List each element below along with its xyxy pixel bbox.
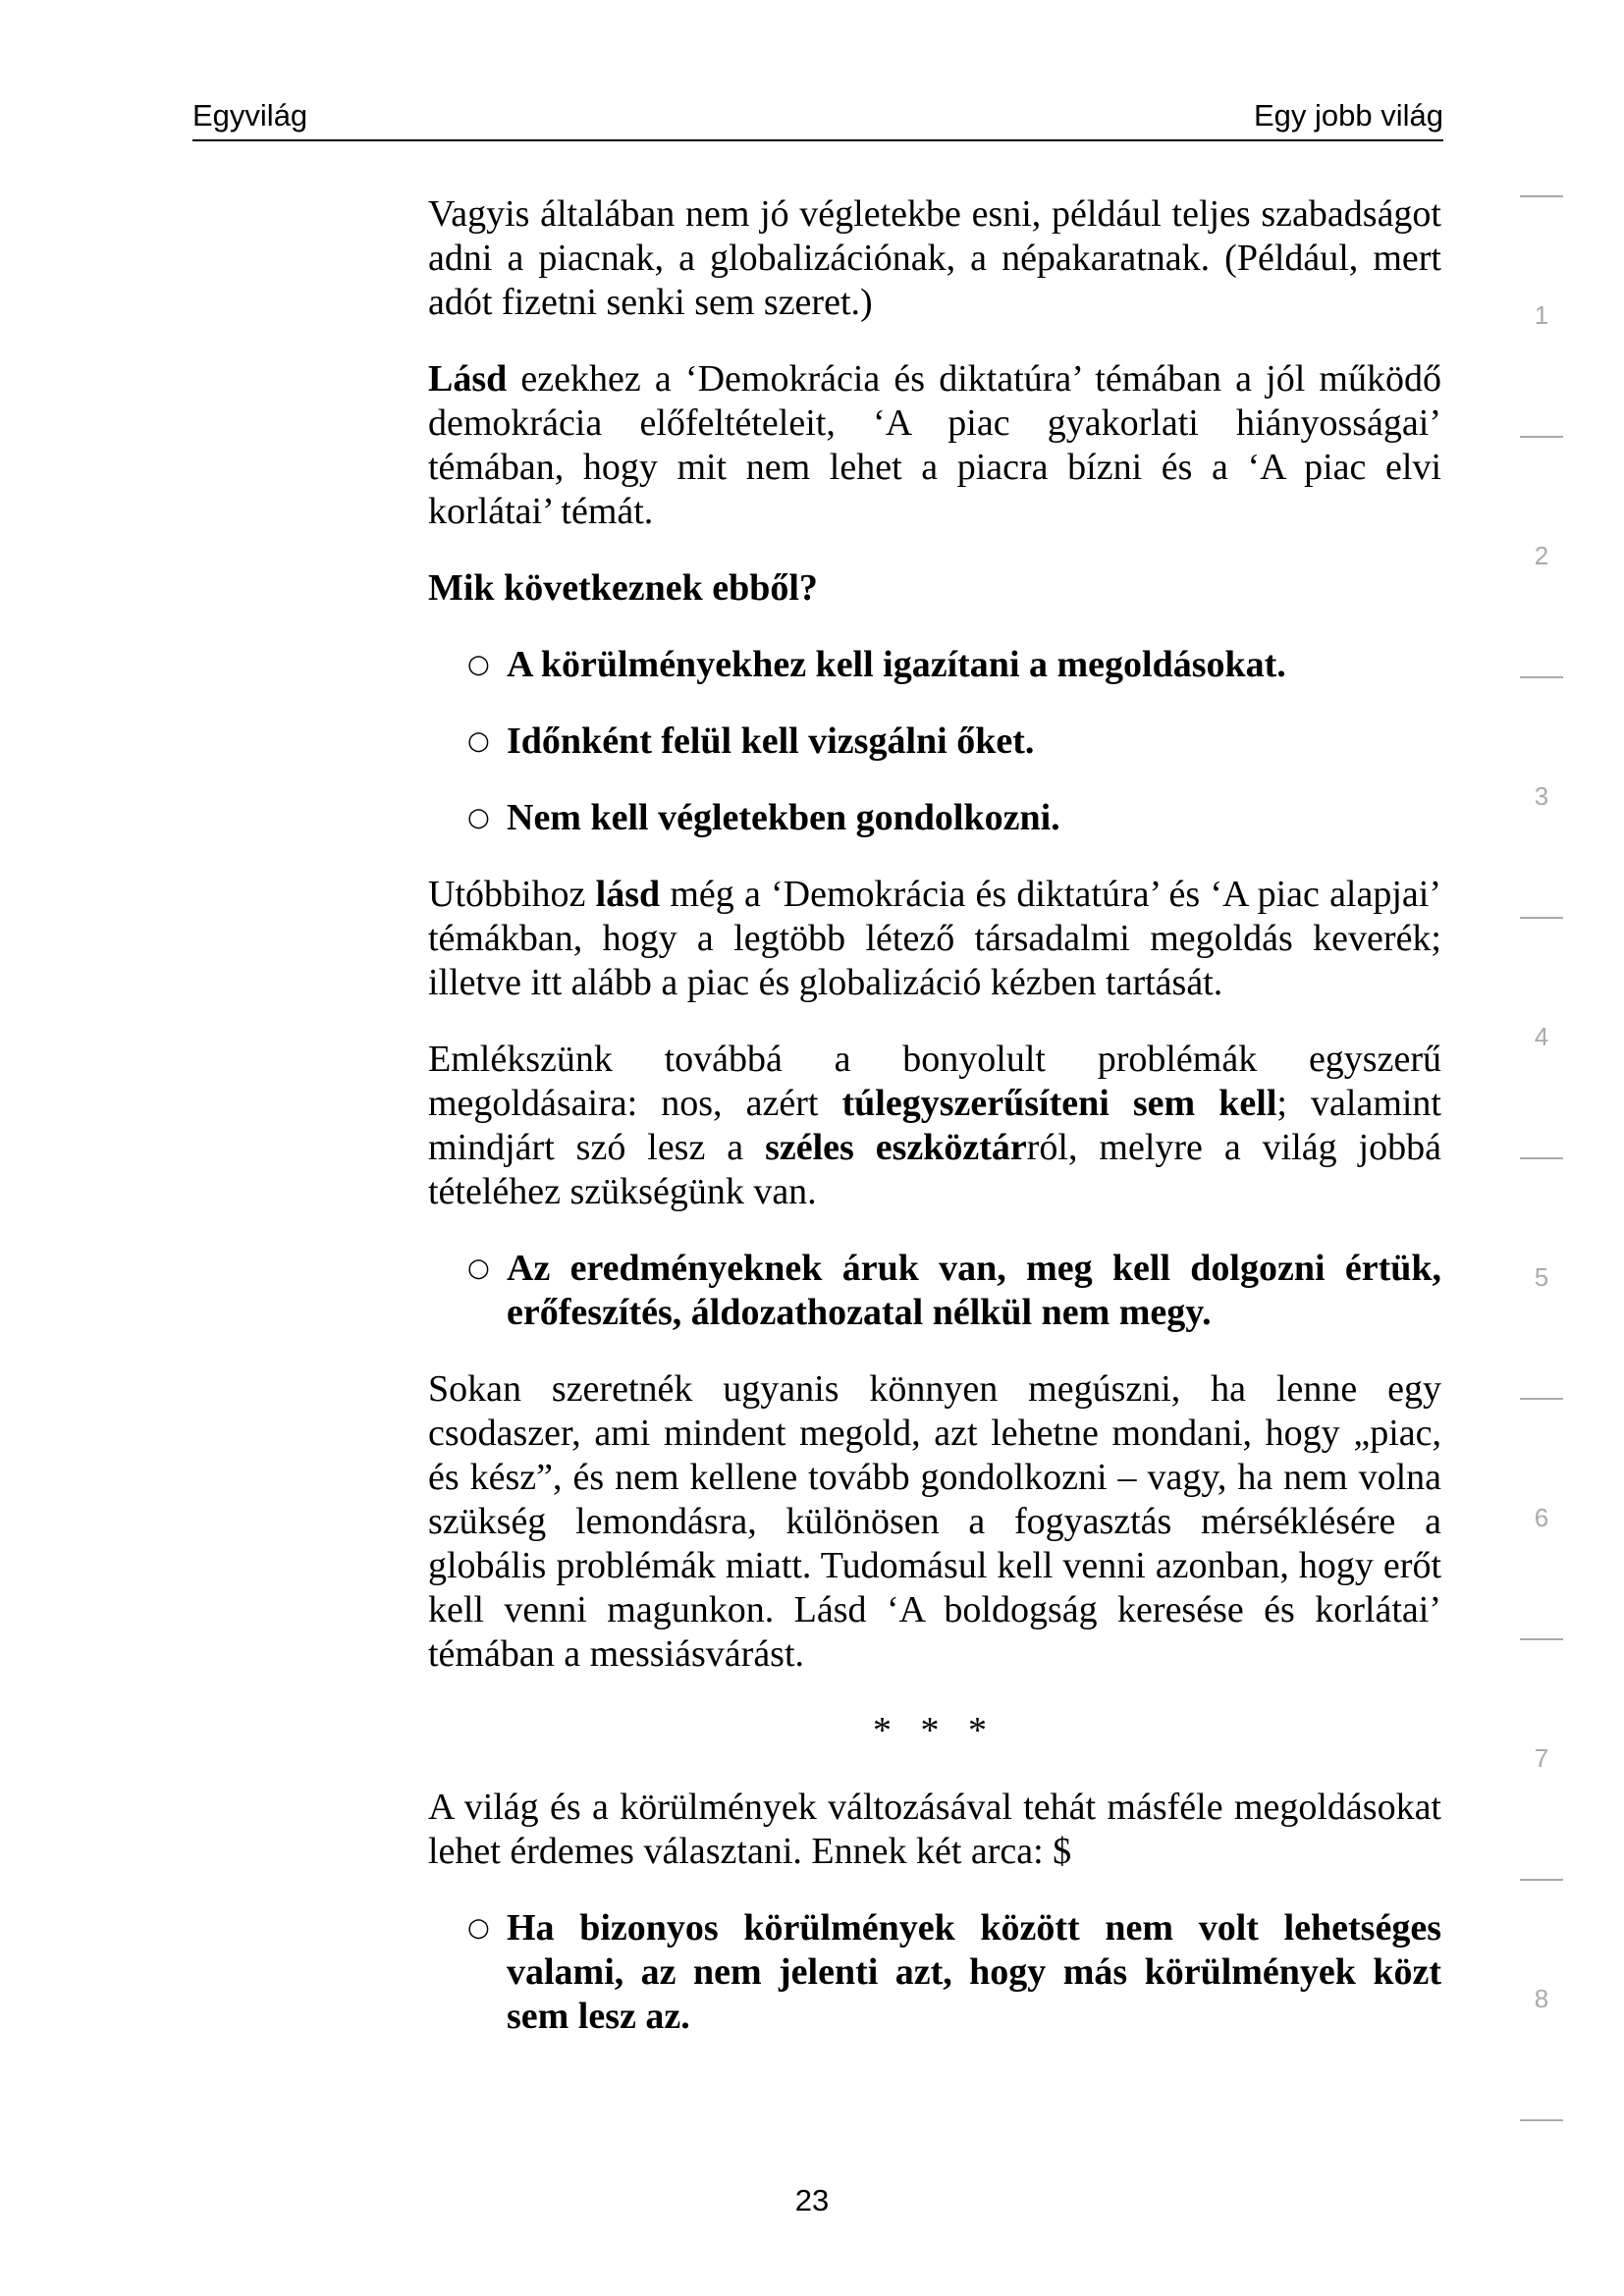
ruler-number: 8 [1534,1984,1549,2013]
paragraph-2 [428,357,1441,534]
paragraph-4-bold-2: széles eszköztár [765,1127,1027,1168]
ruler-number: 5 [1534,1262,1549,1292]
bullet-circle-icon: ○ [467,803,490,832]
bullet-item-4 [428,1247,1441,1335]
ruler-number: 1 [1534,300,1549,330]
section-heading [428,566,1441,611]
paragraph-4 [428,1038,1441,1214]
paragraph-4-bold-1: túlegyszerűsíteni sem kell [841,1083,1277,1124]
paragraph-4-e: ról, melyre a világ jobbá tételéhez szükségünk van. [428,1127,1441,1212]
bullet-text: Nem kell végletekben gondolkozni. [507,797,1060,838]
section-heading-text: Mik következnek ebből? [428,567,818,609]
paragraph-4-a: Emlékszünk továbbá a bonyolult problémák egyszerű megoldásaira: nos, azért [428,1039,1441,1124]
ruler-tick [1520,1398,1563,1400]
ruler-tick [1520,436,1563,438]
running-header [192,98,1443,141]
paragraph-2-text: ezekhez a ‘Demokrácia és diktatúra’ témában a jól működő demokrácia előfeltételeit, ‘A piac gyakorlati hiányosságai’ témában, hogy mit nem lehet a piacra bízni és a ‘A piac elvi korlátai’ témát. [428,358,1441,532]
ruler-number: 3 [1534,781,1549,811]
ruler-number: 2 [1534,541,1549,570]
ruler-tick [1520,2119,1563,2121]
bullet-item-1 [428,643,1441,687]
paragraph-3 [428,873,1441,1005]
bullet-circle-icon: ○ [467,726,490,756]
ruler-number: 4 [1534,1022,1549,1051]
bullet-item-5 [428,1906,1441,2039]
paragraph-4-c: ; valamint mindjárt szó lesz a [428,1083,1441,1168]
ruler-number: 6 [1534,1503,1549,1532]
paragraph-1: Vagyis általában nem jó végletekbe esni, például teljes szabadságot adni a piacnak, a globalizációnak, a népakaratnak. (Például, mert adót fizetni senki sem szeret.) [428,193,1441,323]
bullet-text: Az eredményeknek áruk van, meg kell dolgozni értük, erőfeszítés, áldozathozatal nélkül nem megy. [507,1248,1441,1333]
ruler-number: 7 [1534,1743,1549,1773]
ruler-tick [1520,195,1563,197]
page-body [428,192,1441,2071]
bullet-circle-icon: ○ [467,1254,490,1283]
paragraph-3-bold: lásd [595,874,661,915]
ruler-tick [1520,1638,1563,1640]
header-right-title: Egy jobb világ [1253,98,1443,133]
ruler-tick [1520,676,1563,678]
bullet-text: A körülményekhez kell igazítani a megoldásokat. [507,644,1286,685]
paragraph-6: A világ és a körülmények változásával tehát másféle megoldásokat lehet érdemes választani. Ennek két arca: $ [428,1787,1441,1872]
bullet-text: Ha bizonyos körülmények között nem volt lehetséges valami, az nem jelenti azt, hogy más körülmények közt sem lesz az. [507,1907,1441,2037]
page-number: 23 [794,2183,830,2217]
paragraph-5: Sokan szeretnék ugyanis könnyen megúszni, ha lenne egy csodaszer, ami mindent megold, azt lehetne mondani, hogy „piac, és kész”, és nem kellene tovább gondolkozni – vagy, ha nem volna szükség lemondásra, különösen a fogyasztás mérséklésére a globális problémák miatt. Tudomásul kell venni azonban, hogy erőt kell venni magunkon. Lásd ‘A boldogság keresése és korlátai’ témában a messiásvárást. [428,1368,1441,1675]
section-separator: * * * [873,1710,997,1751]
bullet-text: Időnként felül kell vizsgálni őket. [507,721,1035,762]
bullet-item-2 [428,720,1441,764]
paragraph-2-bold: Lásd [428,358,508,400]
ruler-tick [1520,1879,1563,1881]
header-left-title: Egyvilág [192,98,308,133]
ruler-tick [1520,1157,1563,1159]
paragraph-3-a: Utóbbihoz [428,874,596,915]
bullet-circle-icon: ○ [467,650,490,679]
paragraph-3-c: még a ‘Demokrácia és diktatúra’ és ‘A piac alapjai’ témákban, hogy a legtöbb létező társadalmi megoldás keverék; illetve itt alább a piac és globalizáció kézben tartását. [428,874,1441,1003]
bullet-circle-icon: ○ [467,1913,490,1943]
ruler-tick [1520,917,1563,919]
bullet-item-3 [428,796,1441,840]
margin-ruler [1520,0,1563,2296]
